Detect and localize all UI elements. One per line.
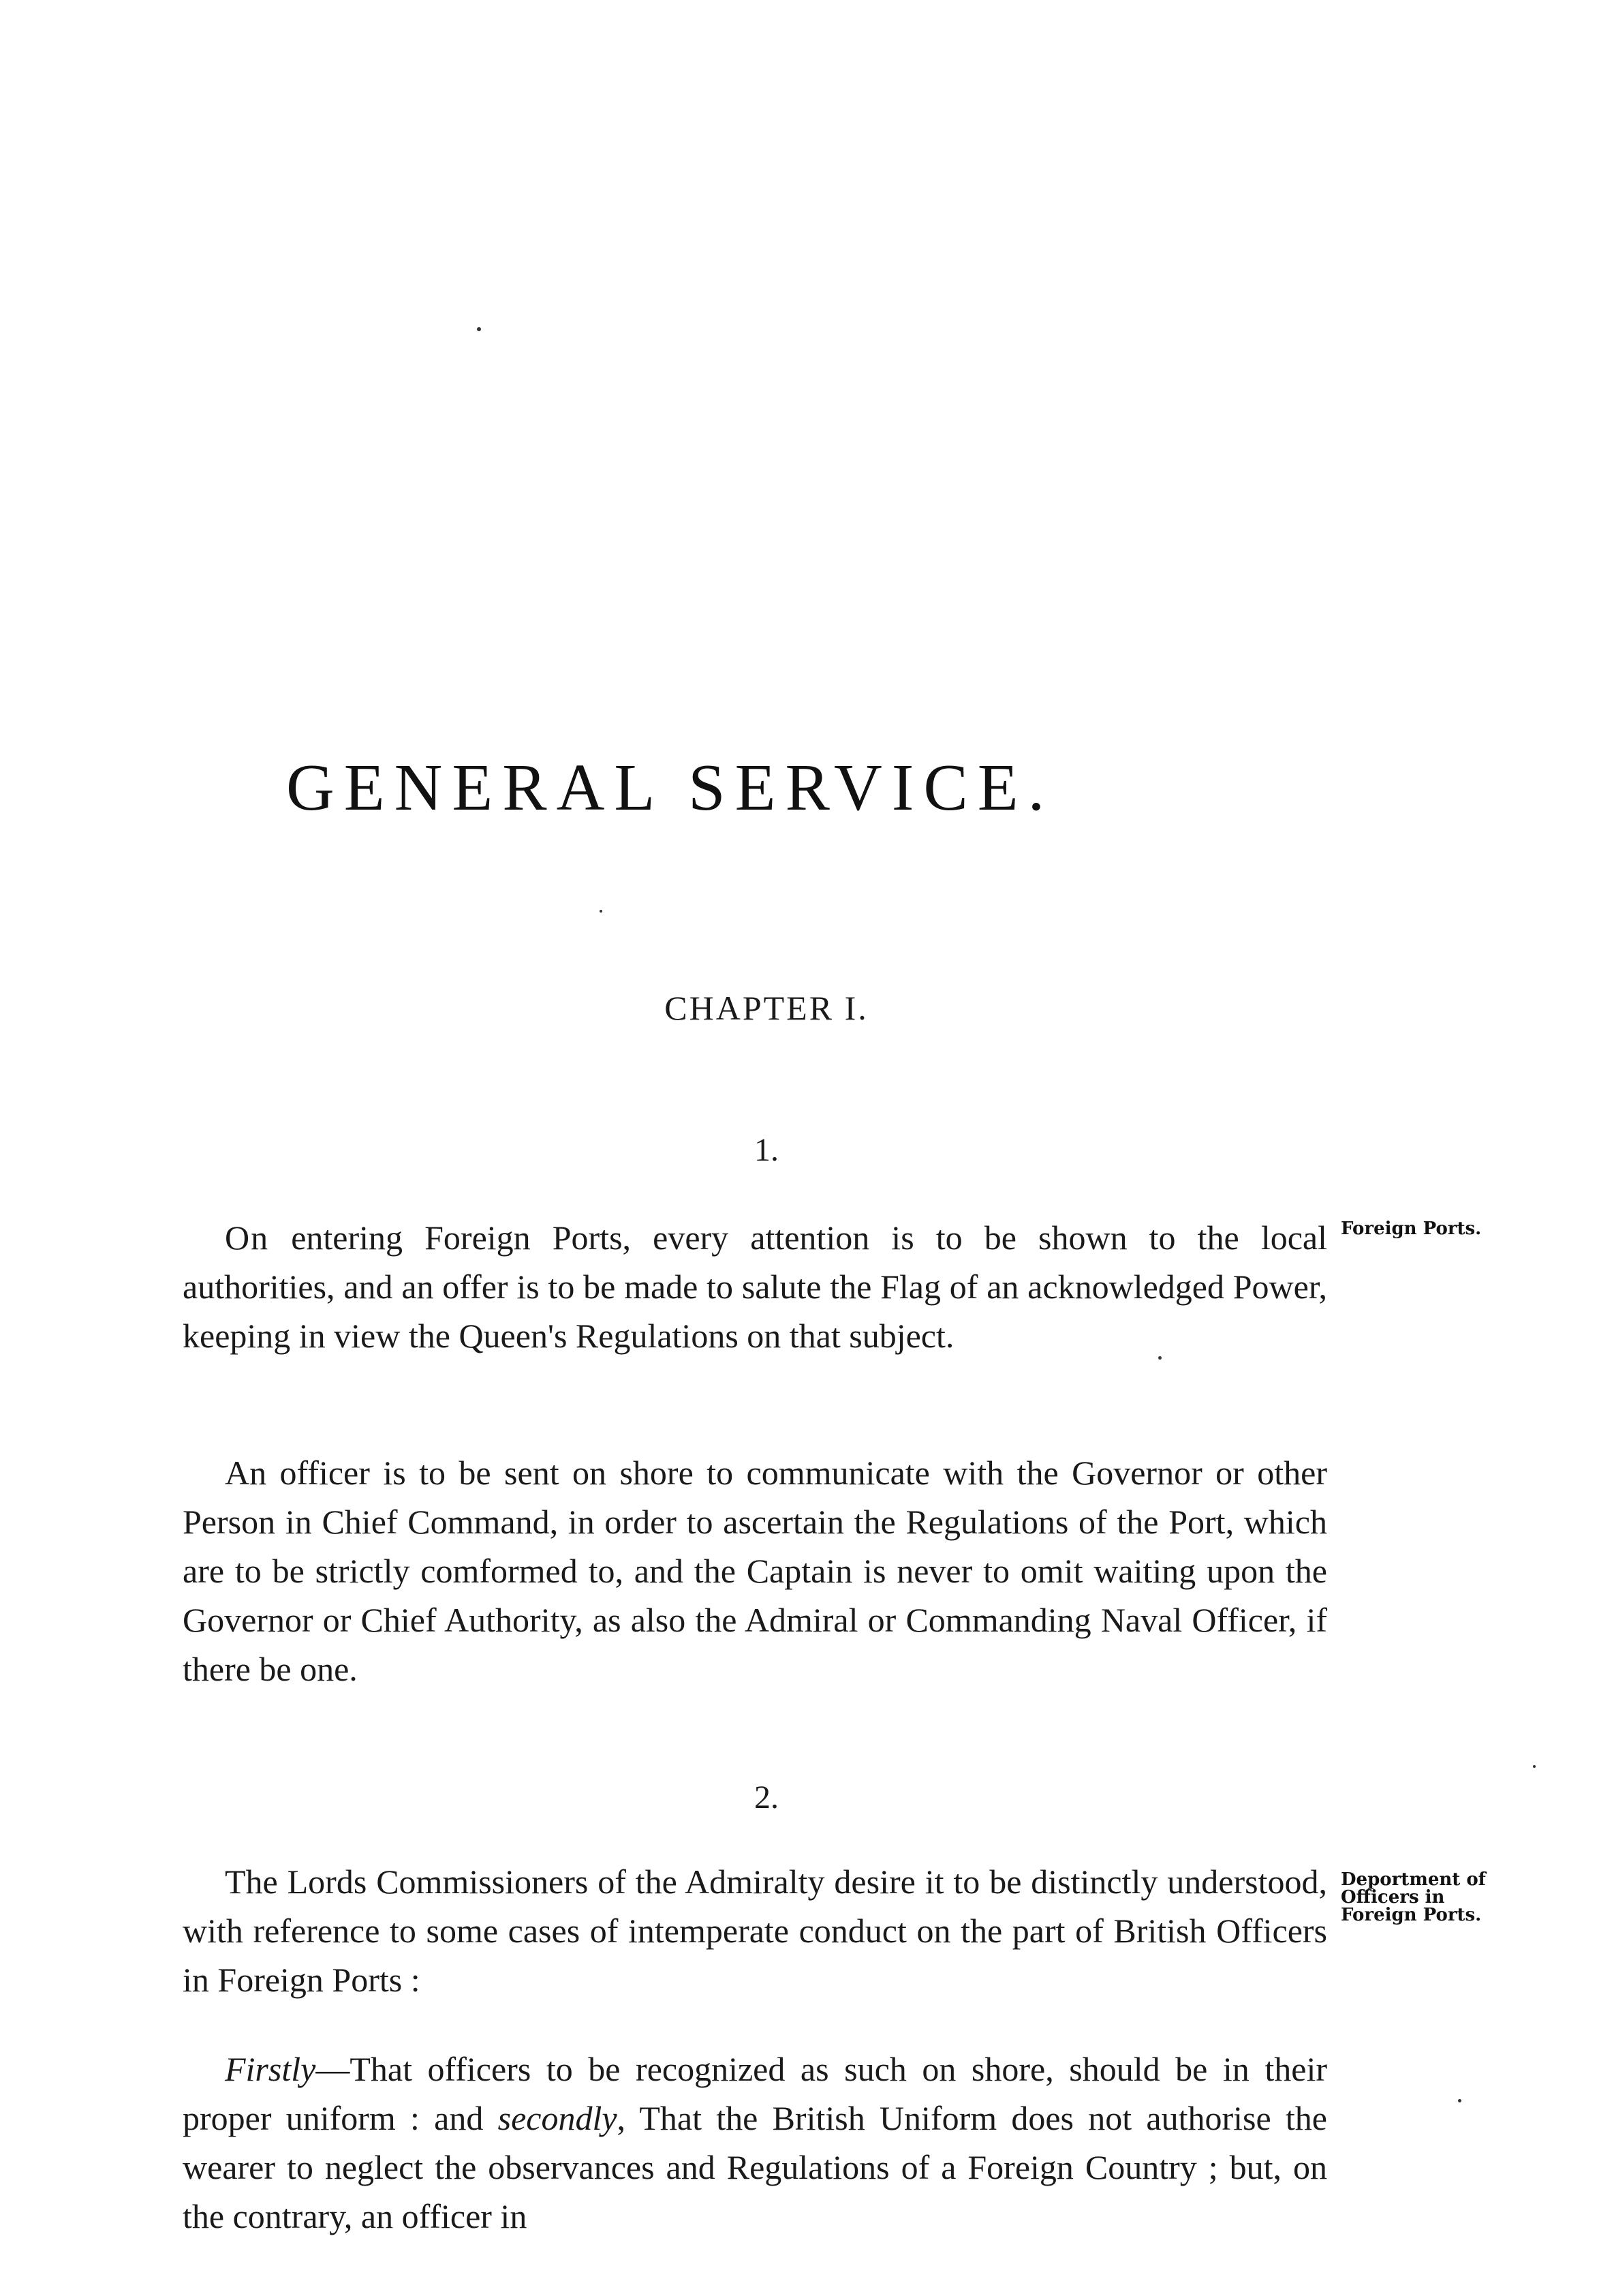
paragraph-lead-word: On — [225, 1219, 270, 1257]
sidenote-foreign-ports: Foreign Ports. — [1341, 1219, 1482, 1239]
paragraph-lords-commissioners: The Lords Commissioners of the Admiralty desire it to be distinctly understood, with reference to some cases of intemperate conduct on the part of British Officers in Foreign Ports : — [183, 1863, 1327, 1999]
paragraph-officer-on-shore: An officer is to be sent on shore to communicate with the Governor or other Person in Chief Command, in order to ascertain the Regulations of the Port, which are to be strictly comformed to, and the Captain is never to omit waiting upon the Governor or Chief Authority, as also the Admiral or Commanding Naval Officer, if there be one. — [183, 1454, 1327, 1688]
paragraph-text: entering Foreign Ports, every attention is to be shown to the local authorities, and an offer is to be made to salute the Flag of an acknowledged Power, keeping in view the Queen's Regulations on that subject. — [183, 1219, 1327, 1355]
scan-speck — [1533, 1765, 1536, 1768]
sidenote-line: Officers in — [1341, 1887, 1445, 1908]
section-number-1: 1. — [754, 1132, 779, 1168]
page-title: GENERAL SERVICE. — [286, 751, 1055, 825]
emphasis-firstly: Firstly — [225, 2050, 316, 2088]
emphasis-secondly: secondly — [497, 2099, 617, 2137]
paragraph-foreign-ports — [183, 1213, 1327, 1360]
paragraph-text: —That officers to be recognized as such on shore, should be in their proper uniform : and — [183, 2050, 1327, 2137]
scan-speck — [600, 910, 602, 913]
sidenote-line: Foreign Ports. — [1341, 1905, 1482, 1925]
scan-speck — [1458, 2099, 1461, 2102]
scan-speck — [477, 327, 481, 331]
chapter-heading: CHAPTER I. — [664, 989, 869, 1027]
scan-speck — [1158, 1356, 1162, 1360]
paragraph-firstly — [183, 2045, 1327, 2241]
sidenote-line: Deportment of — [1341, 1869, 1486, 1890]
section-number-2: 2. — [754, 1779, 779, 1816]
sidenote-deportment — [1341, 1871, 1545, 1924]
paragraph-text: , That the British Uniform does not authorise the wearer to neglect the observances and Regulations of a Foreign Country ; but, on the contrary, an officer in — [183, 2099, 1327, 2235]
